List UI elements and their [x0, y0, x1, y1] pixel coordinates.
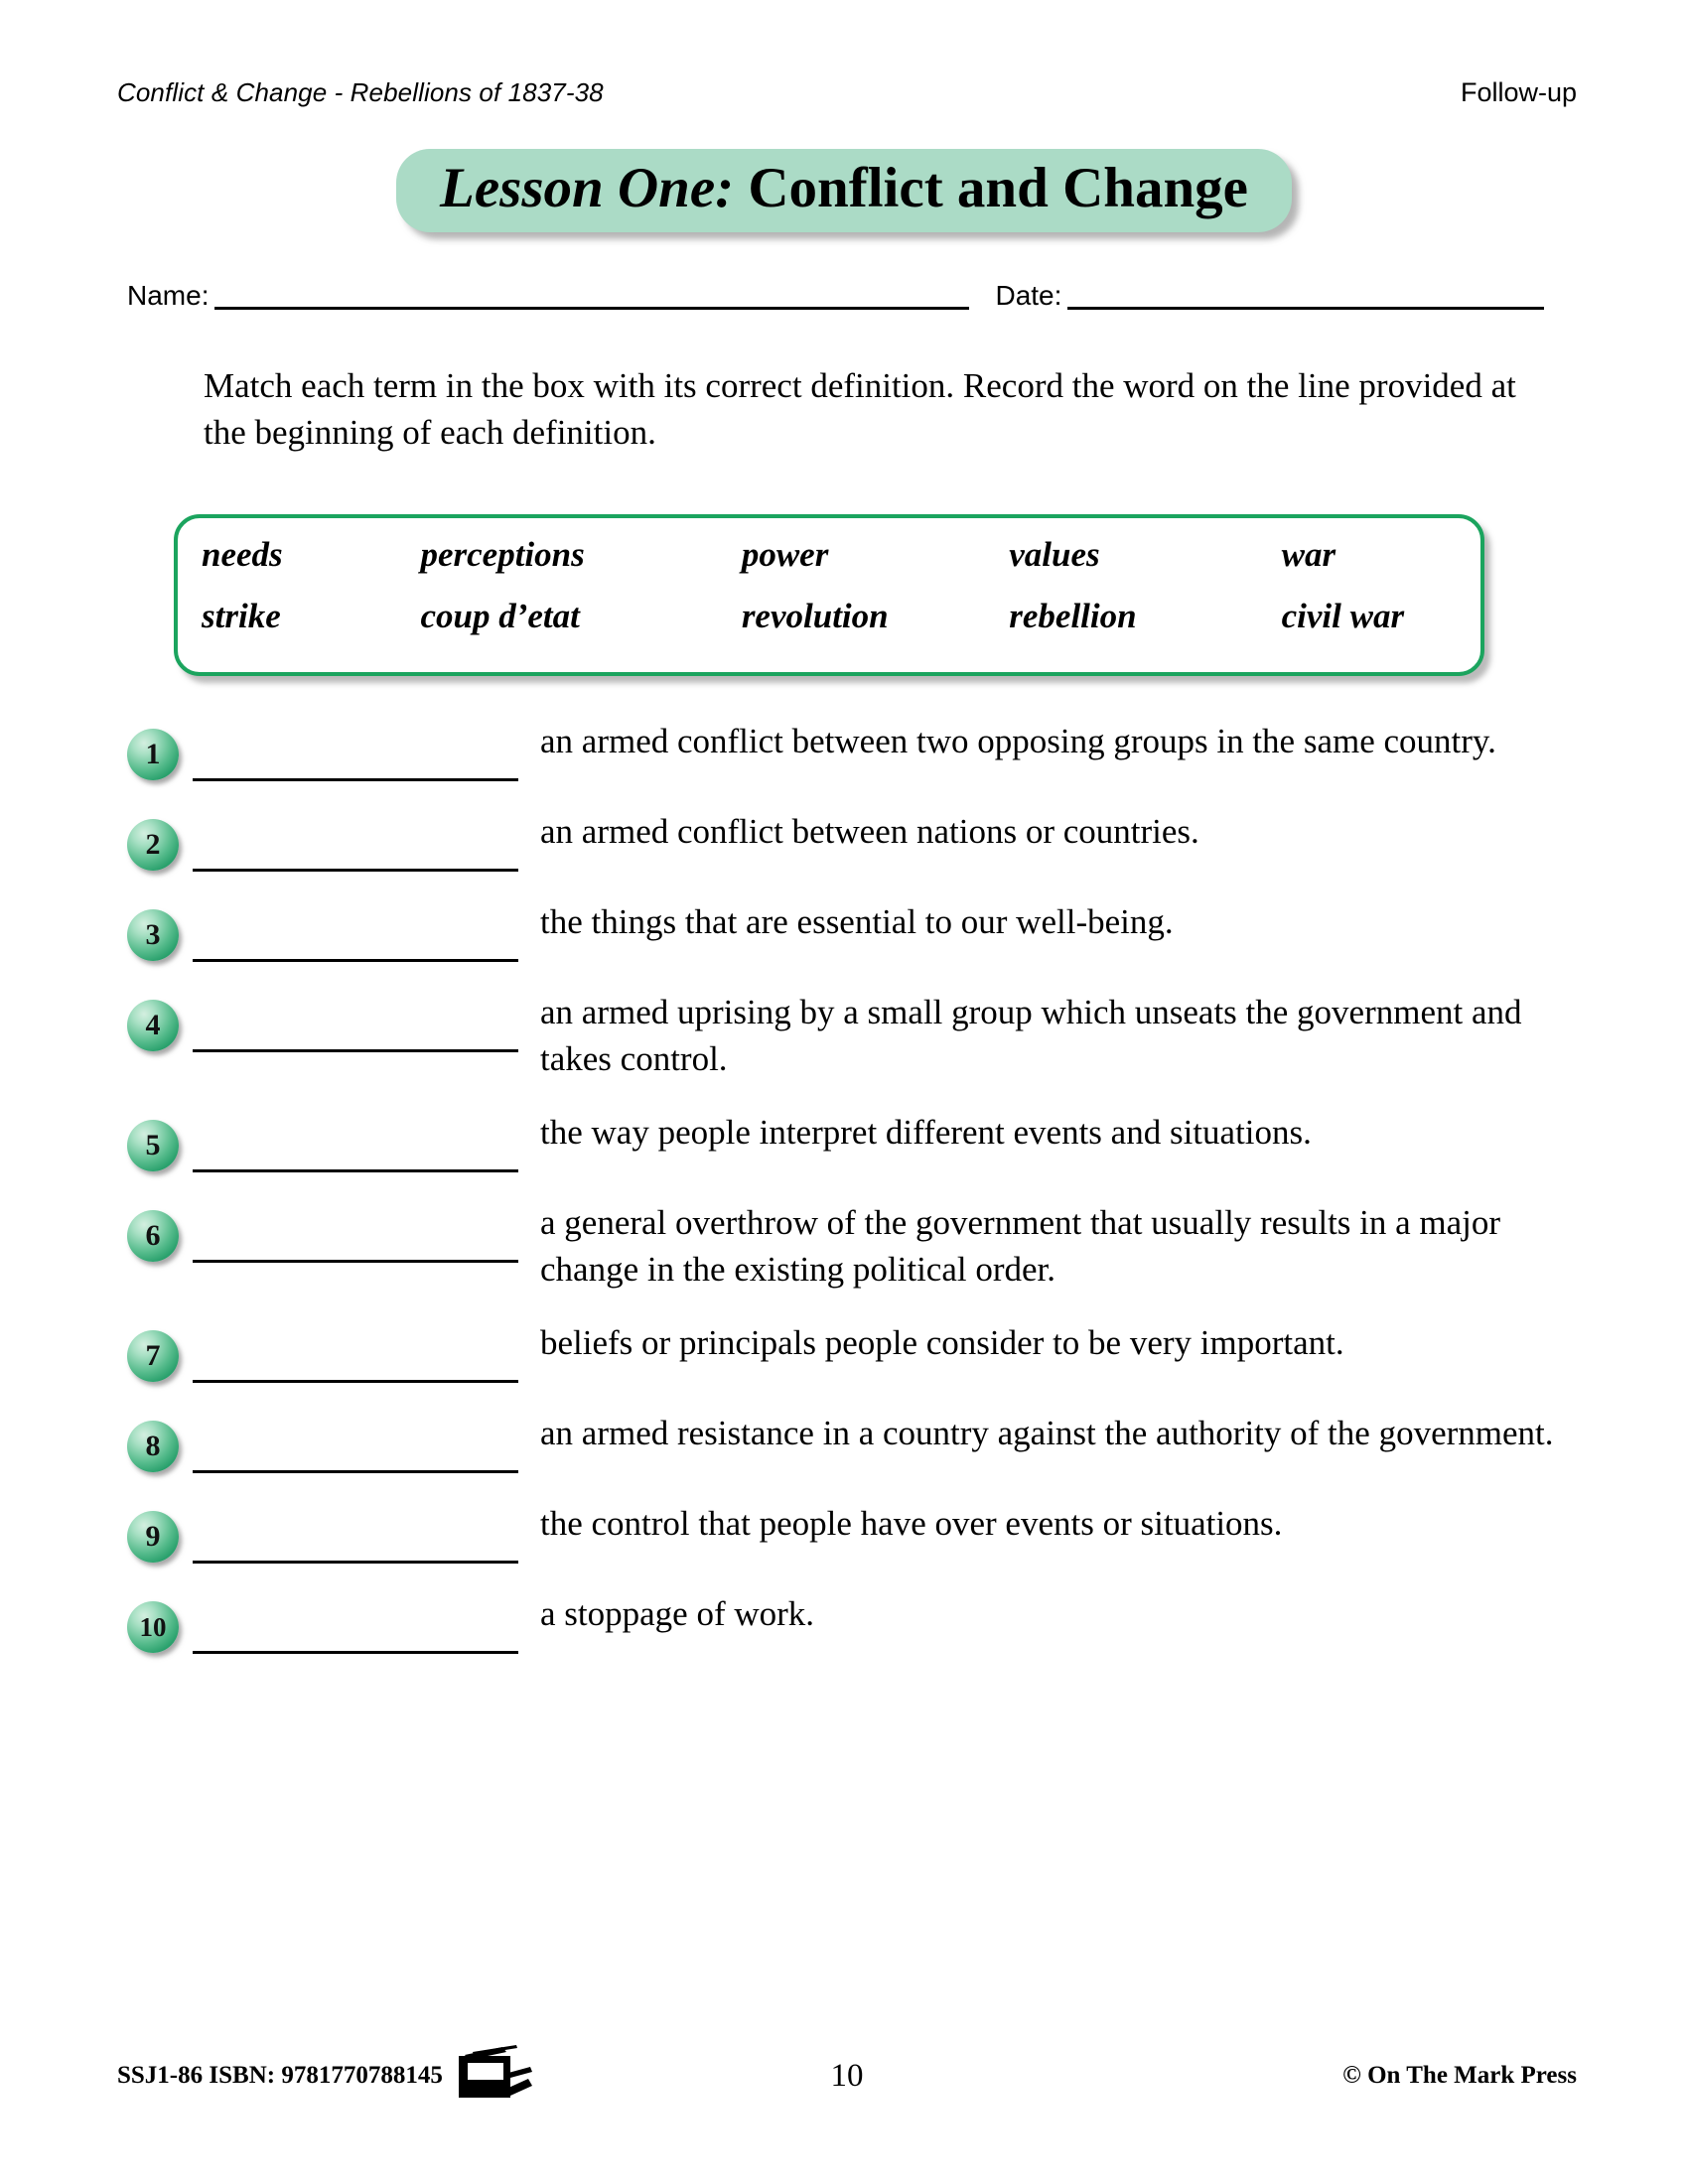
word-bank-term[interactable]: strike [202, 596, 281, 635]
matching-question-list [127, 713, 1587, 1676]
date-label: Date: [995, 280, 1062, 311]
answer-blank-line[interactable] [193, 909, 518, 962]
word-bank-term[interactable]: war [1281, 534, 1336, 574]
word-bank-row [202, 597, 1457, 658]
name-input-line[interactable] [214, 281, 969, 310]
question-item [127, 713, 1587, 781]
question-item [127, 1104, 1587, 1172]
question-definition-text: a general overthrow of the government that usually results in a major change in the existing political order. [540, 1203, 1501, 1289]
word-bank [174, 514, 1484, 676]
question-item [127, 984, 1587, 1082]
question-number-badge: 2 [127, 819, 179, 871]
question-number-badge: 6 [127, 1210, 179, 1262]
question-definition-text: a stoppage of work. [540, 1594, 815, 1634]
open-book-logo-icon [443, 2045, 534, 2107]
footer-publisher: © On The Mark Press [1342, 2062, 1577, 2089]
answer-blank-line[interactable] [193, 729, 518, 781]
question-number-badge: 4 [127, 1000, 179, 1051]
question-number-badge: 5 [127, 1120, 179, 1171]
word-bank-term[interactable]: power [741, 534, 829, 574]
name-date-row [127, 281, 1587, 310]
question-number-badge: 8 [127, 1421, 179, 1472]
header-book-title: Conflict & Change - Rebellions of 1837-38 [117, 77, 604, 107]
question-item [127, 803, 1587, 872]
footer-left-group [117, 2045, 534, 2107]
question-number-badge: 1 [127, 729, 179, 780]
question-definition-text: an armed uprising by a small group which unseats the government and takes control. [540, 993, 1522, 1078]
lesson-title-banner [396, 149, 1292, 232]
question-number-badge: 9 [127, 1511, 179, 1563]
question-definition-text: an armed resistance in a country against the authority of the government. [540, 1414, 1554, 1453]
word-bank-term[interactable]: needs [202, 534, 283, 574]
question-definition-text: an armed conflict between nations or countries. [540, 812, 1199, 851]
title-banner-container [0, 149, 1688, 232]
lesson-title-prefix: Lesson One: [440, 157, 735, 219]
question-number-badge: 10 [127, 1601, 179, 1653]
question-item [127, 1495, 1587, 1564]
name-label: Name: [127, 280, 210, 311]
answer-blank-line[interactable] [193, 1330, 518, 1383]
lesson-title-main: Conflict and Change [734, 157, 1248, 219]
question-item [127, 893, 1587, 962]
question-item [127, 1585, 1587, 1654]
answer-blank-line[interactable] [193, 819, 518, 872]
date-input-line[interactable] [1067, 281, 1544, 310]
word-bank-term[interactable]: rebellion [1009, 596, 1137, 635]
word-bank-term[interactable]: coup d’etat [420, 596, 580, 635]
answer-blank-line[interactable] [193, 1000, 518, 1052]
word-bank-term[interactable]: revolution [741, 596, 889, 635]
question-definition-text: the way people interpret different events and situations. [540, 1113, 1312, 1153]
page-number: 10 [830, 2057, 864, 2094]
question-number-badge: 3 [127, 909, 179, 961]
answer-blank-line[interactable] [193, 1210, 518, 1263]
word-bank-term[interactable]: values [1009, 534, 1100, 574]
answer-blank-line[interactable] [193, 1421, 518, 1473]
answer-blank-line[interactable] [193, 1120, 518, 1172]
word-bank-term[interactable]: civil war [1281, 596, 1405, 635]
answer-blank-line[interactable] [193, 1511, 518, 1564]
question-number-badge: 7 [127, 1330, 179, 1382]
question-item [127, 1194, 1587, 1293]
instructions-text: Match each term in the box with its correct definition. Record the word on the line provided at the beginning of each definition. [204, 366, 1516, 452]
question-item [127, 1405, 1587, 1473]
question-definition-text: beliefs or principals people consider to be very important. [540, 1323, 1344, 1363]
question-definition-text: an armed conflict between two opposing groups in the same country. [540, 722, 1496, 760]
question-definition-text: the things that are essential to our well-being. [540, 902, 1174, 941]
question-item [127, 1314, 1587, 1383]
page-header [117, 77, 1577, 108]
question-definition-text: the control that people have over events or situations. [540, 1504, 1283, 1544]
answer-blank-line[interactable] [193, 1601, 518, 1654]
header-section-label: Follow-up [1460, 77, 1577, 107]
footer-isbn-code: SSJ1-86 ISBN: 9781770788145 [117, 2062, 443, 2089]
word-bank-term[interactable]: perceptions [420, 534, 585, 574]
word-bank-row [202, 535, 1457, 597]
page-footer [117, 2045, 1577, 2107]
